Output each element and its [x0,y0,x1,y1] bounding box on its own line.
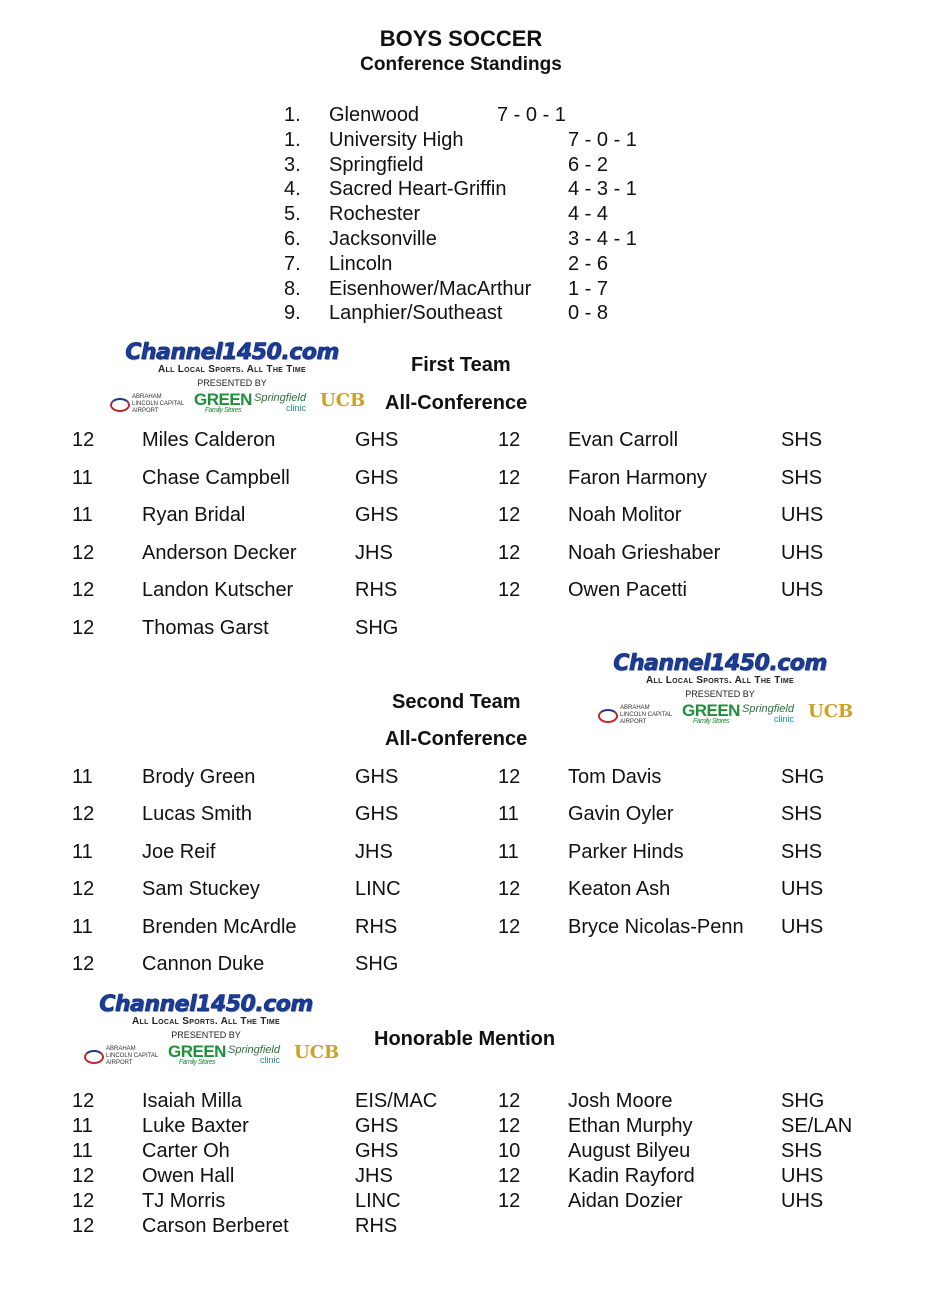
green-logo-text: GREEN [168,1042,226,1061]
logo-brand-text: Channel1450.com [613,651,827,676]
player-grade: 12 [72,579,95,601]
second-team-subheading: All-Conference [385,728,528,750]
player-grade: 10 [498,1140,521,1162]
player-name: Aidan Dozier [568,1190,683,1212]
player-grade: 12 [498,504,521,526]
logo-tagline: All Local Sports. All The Time [158,364,306,375]
player-school: SHG [355,953,399,975]
airport-logo-text: ABRAHAM LINCOLN CAPITAL AIRPORT [106,1046,159,1066]
channel1450-logo [82,992,340,1068]
player-school: SHG [781,766,825,788]
player-name: Ryan Bridal [142,504,246,526]
player-grade: 12 [72,541,95,564]
player-name: Gavin Oyler [568,803,674,826]
player-grade: 12 [72,878,95,901]
airport-logo-text: ABRAHAM LINCOLN CAPITAL AIRPORT [132,394,185,414]
standings-rank: 9. [284,302,301,325]
springfield-text: Springfield [742,703,794,715]
springfield-clinic-logo [228,1045,280,1065]
player-school: SE/LAN [781,1115,853,1137]
player-school: RHS [355,915,398,938]
standings-team: Lanphier/Southeast [329,302,503,325]
player-grade: 11 [72,915,93,938]
page-subtitle: Conference Standings [360,54,562,75]
player-name: Tom Davis [568,766,662,788]
standings-record: 6 - 2 [568,153,609,176]
player-grade: 11 [498,803,519,826]
standings-team: Eisenhower/MacArthur [329,277,532,300]
player-grade: 12 [498,579,521,601]
player-name: Keaton Ash [568,878,671,901]
standings-team: Glenwood [329,104,420,126]
player-school: UHS [781,915,824,938]
player-school: UHS [781,1165,824,1187]
ucb-logo: UCB [808,701,854,722]
player-school: UHS [781,579,824,601]
player-name: Brody Green [142,766,256,788]
player-grade: 12 [498,541,521,564]
player-name: Luke Baxter [142,1115,249,1137]
player-school: SHS [781,429,823,451]
springfield-text: Springfield [228,1044,280,1056]
player-name: Joe Reif [142,840,216,863]
airport-logo [84,1046,160,1067]
player-school: RHS [355,579,398,601]
standings-record: 4 - 3 - 1 [568,178,637,201]
player-school: SHG [781,1090,825,1112]
standings-record: 4 - 4 [568,203,609,226]
logo-presented-by: PRESENTED BY [685,689,755,699]
standings-rank: 3. [284,153,301,176]
player-school: LINC [355,1190,401,1212]
standings-team: Lincoln [329,252,393,275]
player-grade: 12 [72,953,95,975]
logo-brand-text: Channel1450.com [125,340,339,365]
standings-record: 2 - 6 [568,252,609,275]
player-grade: 12 [72,1215,95,1237]
player-name: August Bilyeu [568,1140,691,1162]
logo-tagline: All Local Sports. All The Time [646,675,794,686]
standings-team: Sacred Heart-Griffin [329,178,507,201]
player-school: JHS [355,541,393,564]
springfield-clinic-logo [742,704,794,724]
player-name: Carter Oh [142,1140,230,1162]
player-name: Landon Kutscher [142,579,294,601]
player-school: UHS [781,504,824,526]
player-school: GHS [355,429,399,451]
player-name: Owen Hall [142,1165,235,1187]
airport-logo [110,394,186,415]
player-name: Isaiah Milla [142,1090,243,1112]
standings-rank: 7. [284,252,301,275]
player-grade: 11 [498,840,519,863]
ucb-logo: UCB [320,390,366,411]
logo-brand-text: Channel1450.com [99,992,313,1017]
standings-rank: 5. [284,203,301,226]
player-school: GHS [355,466,399,489]
player-name: Anderson Decker [142,541,297,564]
standings-team: Jacksonville [329,228,437,250]
player-grade: 11 [72,766,93,788]
player-name: Thomas Garst [142,616,269,639]
standings-team: Springfield [329,153,424,176]
green-logo-sub: Family Stores [204,407,242,414]
standings-rank: 4. [284,178,301,201]
player-grade: 12 [498,878,521,901]
standings-record: 7 - 0 - 1 [497,104,566,126]
green-logo-sub: Family Stores [692,718,730,725]
player-name: Evan Carroll [568,429,679,451]
standings-rank: 8. [284,277,301,300]
player-school: RHS [355,1215,398,1237]
player-name: Ethan Murphy [568,1115,693,1137]
sponsor-strip [596,701,854,725]
airport-logo [598,705,674,726]
player-grade: 12 [72,1090,95,1112]
player-school: JHS [355,840,393,863]
player-school: SHS [781,803,823,826]
player-school: UHS [781,1190,824,1212]
player-school: JHS [355,1165,393,1187]
player-name: Josh Moore [568,1090,673,1112]
green-logo [168,1042,226,1066]
player-grade: 11 [72,840,93,863]
first-team-subheading: All-Conference [385,392,528,414]
clinic-text: clinic [285,403,306,413]
sponsor-strip [108,390,366,414]
player-school: SHS [781,466,823,489]
player-grade: 12 [498,466,521,489]
standings-record: 3 - 4 - 1 [568,228,637,250]
player-name: Sam Stuckey [142,878,260,901]
player-grade: 12 [498,766,521,788]
green-logo-text: GREEN [194,390,252,409]
logo-presented-by: PRESENTED BY [171,1030,241,1040]
channel1450-logo [596,651,854,727]
player-school: SHS [781,1140,823,1162]
player-school: GHS [355,504,399,526]
first-team-heading: First Team [411,354,511,376]
player-name: Carson Berberet [142,1215,289,1237]
springfield-text: Springfield [254,392,306,404]
player-school: UHS [781,878,824,901]
player-name: Kadin Rayford [568,1165,695,1187]
player-school: GHS [355,766,399,788]
player-school: GHS [355,1115,399,1137]
player-grade: 12 [498,429,521,451]
player-school: EIS/MAC [355,1090,438,1112]
player-name: Noah Grieshaber [568,541,721,564]
player-grade: 11 [72,466,93,489]
standings-rank: 6. [284,228,301,250]
honorable-mention-heading: Honorable Mention [374,1028,556,1050]
standings-record: 1 - 7 [568,277,609,300]
player-name: Cannon Duke [142,953,265,975]
player-name: Brenden McArdle [142,915,297,938]
player-grade: 11 [72,1140,93,1162]
ucb-logo: UCB [294,1042,340,1063]
springfield-clinic-logo [254,393,306,413]
player-school: SHS [781,840,823,863]
player-grade: 12 [498,1165,521,1187]
player-school: UHS [781,541,824,564]
standings-record: 7 - 0 - 1 [568,128,637,151]
sponsor-strip [82,1042,340,1066]
airport-logo-text: ABRAHAM LINCOLN CAPITAL AIRPORT [620,705,673,725]
player-grade: 11 [72,504,93,526]
airport-swoosh-icon [598,709,618,723]
clinic-text: clinic [773,714,794,724]
player-grade: 12 [72,616,95,639]
airport-swoosh-icon [110,398,130,412]
player-school: SHG [355,616,399,639]
channel1450-logo [108,340,366,416]
page-title: BOYS SOCCER [379,26,543,51]
player-name: Owen Pacetti [568,579,687,601]
green-logo [194,390,252,414]
player-grade: 12 [498,1190,521,1212]
standings-team: Rochester [329,203,421,226]
player-name: TJ Morris [142,1190,226,1212]
player-grade: 12 [72,429,95,451]
standings-record: 0 - 8 [568,302,609,325]
logo-tagline: All Local Sports. All The Time [132,1016,280,1027]
player-name: Chase Campbell [142,466,290,489]
player-name: Faron Harmony [568,466,707,489]
player-school: GHS [355,803,399,826]
player-school: GHS [355,1140,399,1162]
logo-presented-by: PRESENTED BY [197,378,267,388]
standings-team: University High [329,128,464,151]
green-logo-text: GREEN [682,701,740,720]
player-grade: 12 [498,1115,521,1137]
player-school: LINC [355,878,401,901]
green-logo-sub: Family Stores [178,1059,216,1066]
player-grade: 12 [72,1190,95,1212]
player-name: Parker Hinds [568,840,684,863]
player-grade: 11 [72,1115,93,1137]
green-logo [682,701,740,725]
player-name: Lucas Smith [142,803,253,826]
player-grade: 12 [498,915,521,938]
player-name: Noah Molitor [568,504,682,526]
standings-rank: 1. [284,104,301,126]
player-name: Miles Calderon [142,429,276,451]
standings-rank: 1. [284,128,301,151]
player-grade: 12 [498,1090,521,1112]
player-grade: 12 [72,1165,95,1187]
clinic-text: clinic [259,1055,280,1065]
airport-swoosh-icon [84,1050,104,1064]
second-team-heading: Second Team [392,691,521,713]
player-grade: 12 [72,803,95,826]
player-name: Bryce Nicolas-Penn [568,915,744,938]
